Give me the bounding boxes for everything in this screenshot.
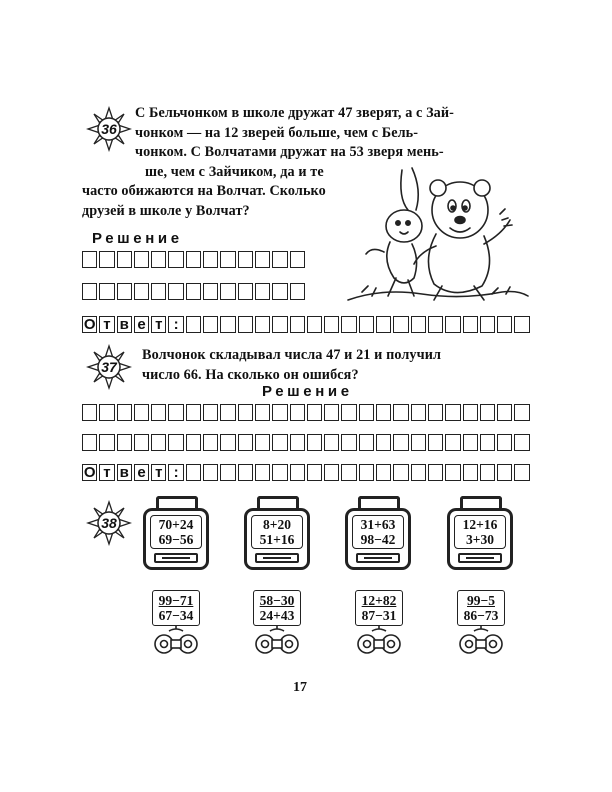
task-36-line: часто обижаются на Волчат. Сколько	[82, 183, 326, 199]
grid-cell[interactable]	[99, 251, 114, 268]
grid-cell[interactable]	[480, 404, 495, 421]
task-37-line: число 66. На сколько он ошибся?	[142, 366, 359, 383]
grid-cell[interactable]	[168, 404, 183, 421]
answer-label-letter: О	[83, 464, 96, 481]
bunny-and-bear-illustration	[342, 160, 532, 308]
grid-row-37-1[interactable]	[82, 404, 530, 421]
key-icon	[248, 624, 306, 656]
grid-cell[interactable]	[168, 251, 183, 268]
answer-cell[interactable]	[290, 316, 305, 333]
answer-row-37	[82, 464, 530, 481]
key-tag-card	[152, 590, 200, 626]
grid-cell[interactable]	[376, 404, 391, 421]
answer-label-letter: е	[134, 316, 149, 333]
expression: 12+16	[462, 517, 498, 532]
grid-cell[interactable]	[117, 434, 132, 451]
grid-cell[interactable]	[117, 283, 132, 300]
answer-cell[interactable]	[480, 464, 495, 481]
answer-label-letter: в	[117, 316, 132, 333]
grid-cell[interactable]	[117, 404, 132, 421]
expression: 67−34	[158, 608, 194, 623]
grid-cell[interactable]	[220, 251, 235, 268]
task-number-badge-38	[86, 500, 132, 546]
briefcase-4[interactable]	[447, 496, 513, 570]
answer-cell[interactable]	[445, 464, 460, 481]
answer-cell[interactable]	[203, 464, 218, 481]
grid-cell[interactable]	[82, 404, 97, 421]
briefcase-expressions	[454, 515, 506, 549]
answer-cell[interactable]	[255, 316, 270, 333]
grid-cell[interactable]	[428, 434, 443, 451]
grid-cell[interactable]	[463, 434, 478, 451]
grid-cell[interactable]	[220, 283, 235, 300]
grid-cell[interactable]	[82, 434, 97, 451]
task-number-36: 36	[101, 121, 117, 137]
answer-cell[interactable]	[272, 316, 287, 333]
task-36-line: С Бельчонком в школе дружат 47 зверят, а с Зай-	[135, 105, 454, 121]
expression: 3+30	[466, 532, 494, 547]
answer-cell[interactable]	[376, 316, 391, 333]
grid-cell[interactable]	[238, 404, 253, 421]
answer-cell[interactable]	[203, 316, 218, 333]
grid-cell[interactable]	[220, 434, 235, 451]
grid-cell[interactable]	[238, 283, 253, 300]
grid-cell[interactable]	[151, 251, 166, 268]
briefcase-body	[143, 508, 209, 570]
briefcase-expressions	[352, 515, 404, 549]
answer-cell[interactable]	[238, 464, 253, 481]
answer-cell[interactable]	[376, 464, 391, 481]
answer-cell[interactable]	[359, 316, 374, 333]
answer-label-letter: :	[168, 464, 183, 481]
grid-cell[interactable]	[168, 283, 183, 300]
grid-cell[interactable]	[99, 283, 114, 300]
grid-cell[interactable]	[290, 434, 305, 451]
grid-cell[interactable]	[134, 404, 149, 421]
grid-cell[interactable]	[290, 251, 305, 268]
grid-cell[interactable]	[463, 404, 478, 421]
expression: 24+43	[259, 608, 295, 623]
grid-cell[interactable]	[514, 404, 529, 421]
grid-cell[interactable]	[514, 434, 529, 451]
key-tag-4[interactable]	[452, 590, 510, 656]
answer-cell[interactable]	[393, 316, 408, 333]
expression: 86−73	[463, 608, 499, 623]
answer-cell[interactable]	[341, 464, 356, 481]
grid-cell[interactable]	[272, 283, 287, 300]
grid-cell[interactable]	[307, 434, 322, 451]
answer-cell[interactable]	[324, 316, 339, 333]
task-36-line: чонком — на 12 зверей больше, чем с Бель-	[135, 124, 419, 141]
answer-cell[interactable]	[411, 464, 426, 481]
answer-label-letter: т	[151, 316, 166, 333]
answer-cell[interactable]	[497, 464, 512, 481]
expression: 8+20	[263, 517, 291, 532]
answer-cell[interactable]	[186, 464, 201, 481]
answer-cell[interactable]	[497, 316, 512, 333]
grid-cell[interactable]	[445, 404, 460, 421]
answer-label-letter: в	[117, 464, 132, 481]
task-number-badge-36	[86, 106, 132, 152]
grid-cell[interactable]	[428, 404, 443, 421]
page-number: 17	[293, 680, 307, 695]
expression: 12+82	[361, 593, 397, 608]
key-tag-3[interactable]	[350, 590, 408, 656]
grid-cell[interactable]	[393, 404, 408, 421]
answer-cell[interactable]	[428, 316, 443, 333]
answer-cell[interactable]	[463, 316, 478, 333]
key-icon	[147, 624, 205, 656]
grid-cell[interactable]	[168, 434, 183, 451]
answer-cell[interactable]	[428, 464, 443, 481]
grid-cell[interactable]	[151, 283, 166, 300]
answer-label-letter: е	[134, 464, 149, 481]
grid-cell[interactable]	[186, 404, 201, 421]
key-tag-2[interactable]	[248, 590, 306, 656]
grid-cell[interactable]	[203, 404, 218, 421]
task-37-text	[142, 346, 532, 385]
expression: 31+63	[360, 517, 396, 532]
briefcase-body	[447, 508, 513, 570]
briefcase-2[interactable]	[244, 496, 310, 570]
grid-cell[interactable]	[411, 434, 426, 451]
grid-cell[interactable]	[238, 434, 253, 451]
expression: 99−5	[467, 593, 495, 608]
expression: 70+24	[158, 517, 194, 532]
task-36-text-cont	[82, 182, 362, 221]
grid-cell[interactable]	[393, 434, 408, 451]
task-37-line: Волчонок складывал числа 47 и 21 и получил	[142, 347, 442, 363]
answer-cell[interactable]	[341, 316, 356, 333]
answer-cell[interactable]	[290, 464, 305, 481]
grid-cell[interactable]	[290, 283, 305, 300]
grid-cell[interactable]	[341, 404, 356, 421]
answer-cell[interactable]	[445, 316, 460, 333]
answer-cell[interactable]	[307, 316, 322, 333]
grid-cell[interactable]	[255, 404, 270, 421]
grid-cell[interactable]	[99, 434, 114, 451]
grid-cell[interactable]	[272, 404, 287, 421]
answer-cell[interactable]	[220, 464, 235, 481]
task-number-badge-37	[86, 344, 132, 390]
grid-cell[interactable]	[151, 404, 166, 421]
grid-cell[interactable]	[445, 434, 460, 451]
grid-cell[interactable]	[82, 283, 97, 300]
grid-row-37-2[interactable]	[82, 434, 530, 451]
grid-cell[interactable]	[324, 434, 339, 451]
grid-cell[interactable]	[117, 251, 132, 268]
task-36-line: чонком. С Волчатами дружат на 53 зверя мень-	[135, 144, 444, 160]
grid-cell[interactable]	[307, 404, 322, 421]
grid-cell[interactable]	[134, 283, 149, 300]
key-tag-1[interactable]	[147, 590, 205, 656]
solution-heading-36: Решение	[92, 230, 183, 247]
grid-cell[interactable]	[151, 434, 166, 451]
answer-label-letter: т	[99, 316, 114, 333]
expression: 58−30	[259, 593, 295, 608]
answer-label-letter: т	[151, 464, 166, 481]
lock-icon	[356, 553, 400, 563]
answer-cell[interactable]	[514, 316, 529, 333]
grid-cell[interactable]	[497, 434, 512, 451]
grid-cell[interactable]	[203, 283, 218, 300]
briefcase-expressions	[251, 515, 303, 549]
answer-cell[interactable]	[238, 316, 253, 333]
briefcase-1[interactable]	[143, 496, 209, 570]
task-number-38: 38	[101, 515, 117, 531]
grid-cell[interactable]	[359, 404, 374, 421]
lock-icon	[255, 553, 299, 563]
expression: 51+16	[259, 532, 295, 547]
grid-cell[interactable]	[272, 434, 287, 451]
grid-cell[interactable]	[411, 404, 426, 421]
grid-cell[interactable]	[272, 251, 287, 268]
task-number-37: 37	[101, 359, 117, 375]
answer-cell[interactable]	[359, 464, 374, 481]
key-tag-card	[355, 590, 403, 626]
lock-icon	[458, 553, 502, 563]
answer-cell[interactable]	[186, 316, 201, 333]
answer-row-36	[82, 316, 530, 333]
grid-cell[interactable]	[255, 283, 270, 300]
answer-label-letter: т	[99, 464, 114, 481]
expression: 98−42	[360, 532, 396, 547]
grid-cell[interactable]	[82, 251, 97, 268]
answer-label-letter: О	[83, 316, 96, 333]
key-tag-card	[457, 590, 505, 626]
grid-cell[interactable]	[186, 251, 201, 268]
grid-cell[interactable]	[203, 434, 218, 451]
grid-row-36-2[interactable]	[82, 283, 305, 300]
grid-cell[interactable]	[290, 404, 305, 421]
expression: 87−31	[361, 608, 397, 623]
lock-icon	[154, 553, 198, 563]
briefcase-3[interactable]	[345, 496, 411, 570]
briefcase-body	[345, 508, 411, 570]
grid-cell[interactable]	[480, 434, 495, 451]
answer-cell[interactable]	[411, 316, 426, 333]
grid-cell[interactable]	[359, 434, 374, 451]
grid-cell[interactable]	[497, 404, 512, 421]
answer-cell[interactable]	[307, 464, 322, 481]
grid-cell[interactable]	[238, 251, 253, 268]
grid-cell[interactable]	[376, 434, 391, 451]
key-icon	[452, 624, 510, 656]
answer-cell[interactable]	[220, 316, 235, 333]
grid-cell[interactable]	[186, 434, 201, 451]
expression: 99−71	[158, 593, 194, 608]
answer-cell[interactable]	[480, 316, 495, 333]
grid-cell[interactable]	[341, 434, 356, 451]
answer-cell[interactable]	[463, 464, 478, 481]
grid-cell[interactable]	[186, 283, 201, 300]
answer-cell[interactable]	[514, 464, 529, 481]
briefcase-expressions	[150, 515, 202, 549]
answer-cell[interactable]	[324, 464, 339, 481]
grid-row-36-1[interactable]	[82, 251, 305, 268]
grid-cell[interactable]	[99, 404, 114, 421]
grid-cell[interactable]	[220, 404, 235, 421]
answer-label-letter: :	[168, 316, 183, 333]
key-tag-card	[253, 590, 301, 626]
grid-cell[interactable]	[255, 251, 270, 268]
briefcase-body	[244, 508, 310, 570]
key-icon	[350, 624, 408, 656]
grid-cell[interactable]	[324, 404, 339, 421]
expression: 69−56	[158, 532, 194, 547]
answer-cell[interactable]	[272, 464, 287, 481]
task-36-line: друзей в школе у Волчат?	[82, 202, 250, 219]
solution-heading-37: Решение	[262, 383, 353, 400]
grid-cell[interactable]	[134, 251, 149, 268]
answer-cell[interactable]	[393, 464, 408, 481]
grid-cell[interactable]	[203, 251, 218, 268]
answer-cell[interactable]	[255, 464, 270, 481]
grid-cell[interactable]	[255, 434, 270, 451]
grid-cell[interactable]	[134, 434, 149, 451]
task-36-line: ше, чем с Зайчиком, да и те	[145, 163, 324, 180]
